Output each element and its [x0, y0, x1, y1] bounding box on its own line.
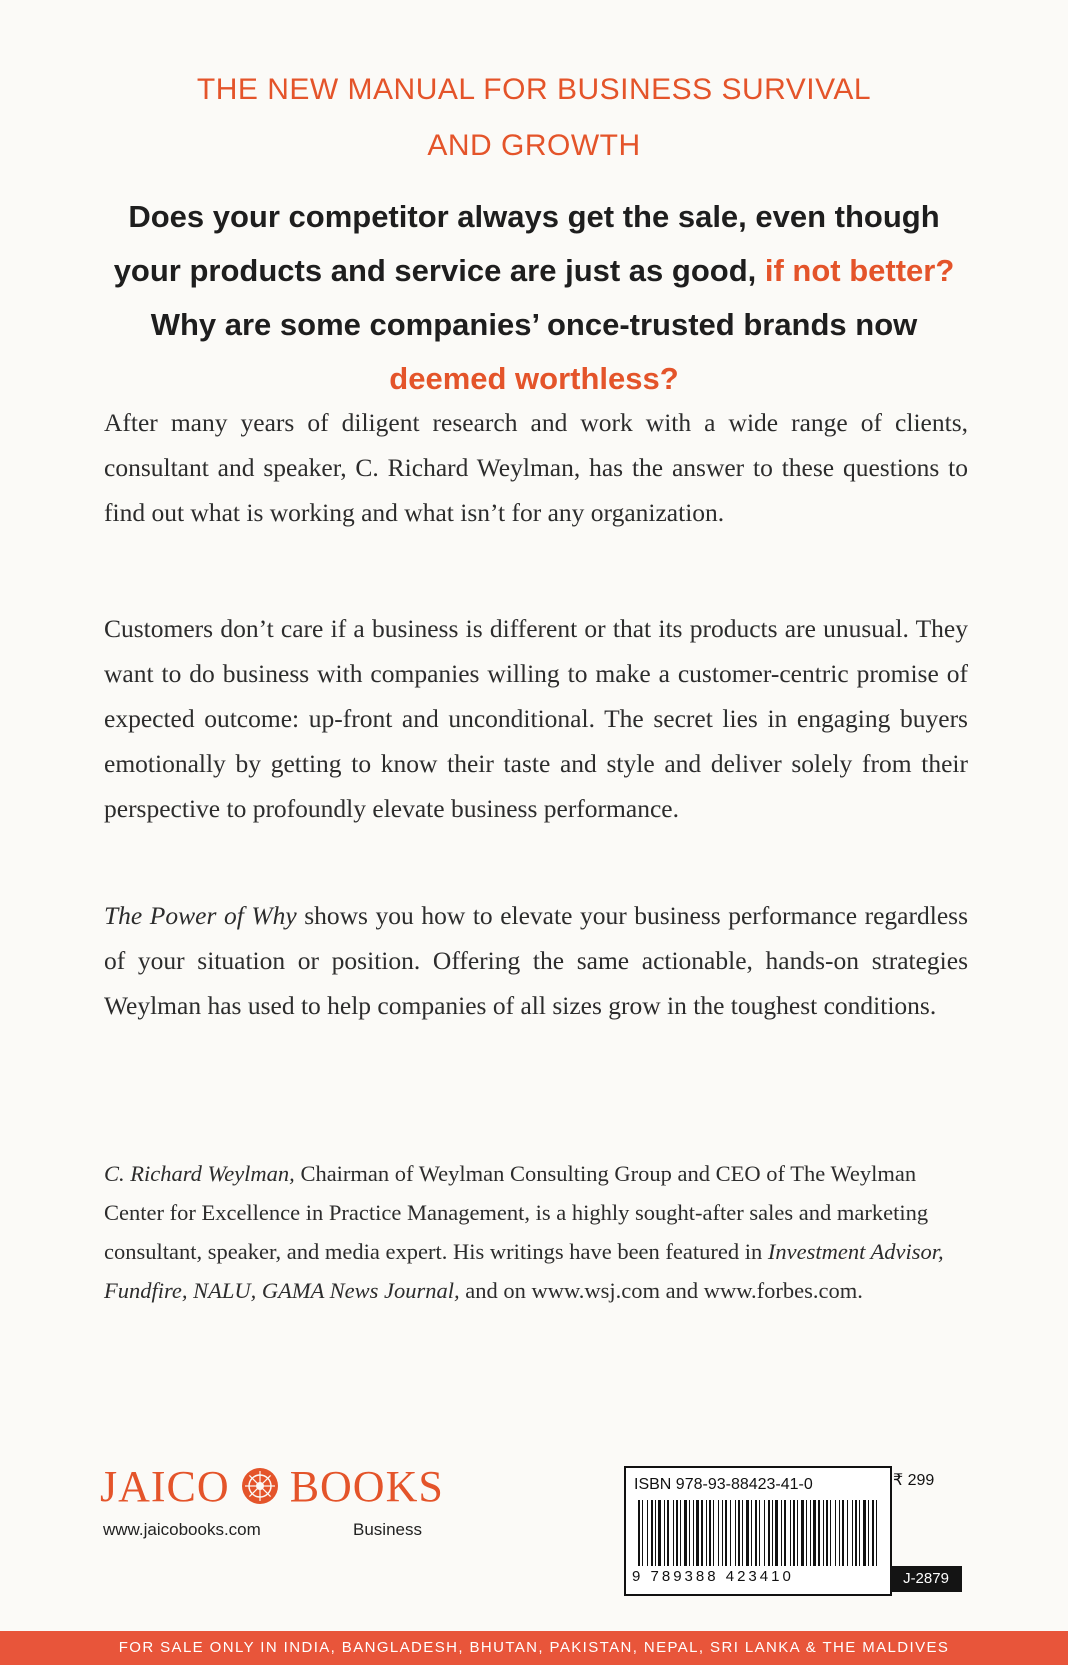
barcode-bar: [793, 1500, 795, 1566]
barcode-bar: [790, 1500, 791, 1566]
barcode-bar: [680, 1500, 681, 1566]
price-label: ₹ 299: [893, 1472, 935, 1489]
blurb-paragraph-3-text: shows you how to elevate your business performance regardless of your situation or position. Offering the same actionable, hands-on strategies Weylman has used to help companies of all sizes grow in the toughest conditions.: [104, 901, 968, 1020]
barcode-bar: [725, 1500, 727, 1566]
barcode-bar: [768, 1500, 770, 1566]
barcode-bar: [801, 1500, 804, 1566]
barcode-bar: [781, 1500, 782, 1566]
barcode-bar: [696, 1500, 699, 1566]
barcode-bar: [701, 1500, 703, 1566]
blurb-paragraph-2: Customers don’t care if a business is different or that its products are unusual. They want to do business with companies willing to make a customer-centric promise of expected outcome: up-front and unconditional. The secret lies in engaging buyers emotionally by getting to know their taste and style and deliver solely from their perspective to profoundly elevate business performance.: [104, 614, 968, 823]
barcode-bar: [738, 1500, 740, 1566]
barcode-bar: [859, 1500, 860, 1566]
barcode-bar: [830, 1500, 831, 1566]
author-bio-text-2: and on www.wsj.com and www.forbes.com.: [459, 1278, 863, 1303]
barcode-bar: [806, 1500, 807, 1566]
barcode-bar: [658, 1500, 661, 1566]
barcode-bar: [810, 1500, 811, 1566]
barcode-bar: [746, 1500, 749, 1566]
barcode-bar: [751, 1500, 752, 1566]
barcode-bar: [693, 1500, 694, 1566]
question-highlight-1: if not better?: [764, 253, 955, 288]
barcode-bar: [813, 1500, 816, 1566]
publisher-name-1: JAICO: [100, 1461, 230, 1511]
barcode-bar: [706, 1500, 707, 1566]
barcode-bar: [826, 1500, 828, 1566]
barcode-bar: [755, 1500, 757, 1566]
barcode-bar: [676, 1500, 678, 1566]
book-category: Business: [353, 1520, 422, 1539]
author-name: C. Richard Weylman,: [104, 1161, 295, 1186]
barcode-bar: [713, 1500, 714, 1566]
barcode-bar: [647, 1500, 648, 1566]
barcode-panel: [624, 1466, 892, 1596]
barcode-bar: [775, 1500, 778, 1566]
book-title: The Power of Why: [104, 901, 297, 930]
barcode-bar: [855, 1500, 857, 1566]
author-bio-text-1: Chairman of Weylman Consulting Group and CEO of The Weylman Center for Excellence in Practice Management, is a highly sought-after sales and marketing consultant, speaker, and media expert. His writings have been featured in: [104, 1161, 929, 1264]
isbn-label: ISBN 978-93-88423-41-0: [634, 1476, 813, 1493]
sun-wheel-icon: [240, 1466, 280, 1506]
question-line-2: [0, 244, 1068, 298]
author-bio: [104, 1154, 970, 1310]
barcode-bar: [872, 1500, 874, 1566]
barcode-bar: [839, 1500, 840, 1566]
barcode-digits: 9 789388 423410: [632, 1568, 794, 1585]
barcode-bar: [742, 1500, 743, 1566]
blurb-paragraph-3: [104, 893, 968, 1028]
barcode-bar: [709, 1500, 711, 1566]
barcode-bar: [655, 1500, 656, 1566]
publications: Investment Advisor, Fundfire, NALU, GAMA News Journal,: [104, 1239, 944, 1303]
question-highlight-2: deemed worthless?: [389, 361, 679, 396]
barcode-bar: [667, 1500, 669, 1566]
sales-territory-banner: FOR SALE ONLY IN INDIA, BANGLADESH, BHUTAN, PAKISTAN, NEPAL, SRI LANKA & THE MALDIVES: [0, 1631, 1068, 1665]
barcode-bar: [718, 1500, 719, 1566]
barcode-bar: [784, 1500, 786, 1566]
barcode-bar: [730, 1500, 731, 1566]
barcode-bar: [835, 1500, 836, 1566]
barcode-bar: [876, 1500, 877, 1566]
question-line-2-text: your products and service are just as good,: [113, 253, 765, 288]
barcode-bar: [823, 1500, 824, 1566]
barcode-bar: [863, 1500, 866, 1566]
publisher-website: www.jaicobooks.com: [103, 1520, 261, 1539]
barcode-bar: [847, 1500, 848, 1566]
blurb-paragraph-1: After many years of diligent research and work with a wide range of clients, consultant and speaker, C. Richard Weylman, has the answer to these questions to find out what is working and what isn’t for any organization.: [104, 408, 968, 527]
barcode-bar: [642, 1500, 643, 1566]
barcode-bar: [764, 1500, 765, 1566]
barcode-bar: [638, 1500, 640, 1566]
barcode-bar: [797, 1500, 798, 1566]
barcode-bar: [722, 1500, 723, 1566]
headline-line-1: THE NEW MANUAL FOR BUSINESS SURVIVAL: [196, 73, 872, 106]
barcode-bar: [673, 1500, 674, 1566]
barcode-bar: [868, 1500, 869, 1566]
publisher-logo: [100, 1458, 444, 1514]
barcode-bar: [772, 1500, 773, 1566]
headline-line-2: AND GROWTH: [427, 129, 641, 162]
barcode-bar: [684, 1500, 687, 1566]
barcode-bar: [689, 1500, 690, 1566]
barcode-bar: [651, 1500, 653, 1566]
question-line-3: Why are some companies’ once-trusted brands now: [150, 307, 918, 342]
catalog-code: J-2879: [890, 1566, 962, 1592]
barcode-bar: [818, 1500, 820, 1566]
barcode-bar: [759, 1500, 760, 1566]
barcode-bar: [842, 1500, 844, 1566]
headline: [0, 62, 1068, 174]
teaser-questions: [0, 190, 1068, 406]
publisher-name-2: BOOKS: [289, 1461, 444, 1511]
barcode-bar: [735, 1500, 736, 1566]
barcode-bar: [664, 1500, 665, 1566]
question-line-1: Does your competitor always get the sale, even though: [128, 199, 940, 234]
barcode-bar: [852, 1500, 853, 1566]
barcode-bars: [634, 1500, 882, 1566]
